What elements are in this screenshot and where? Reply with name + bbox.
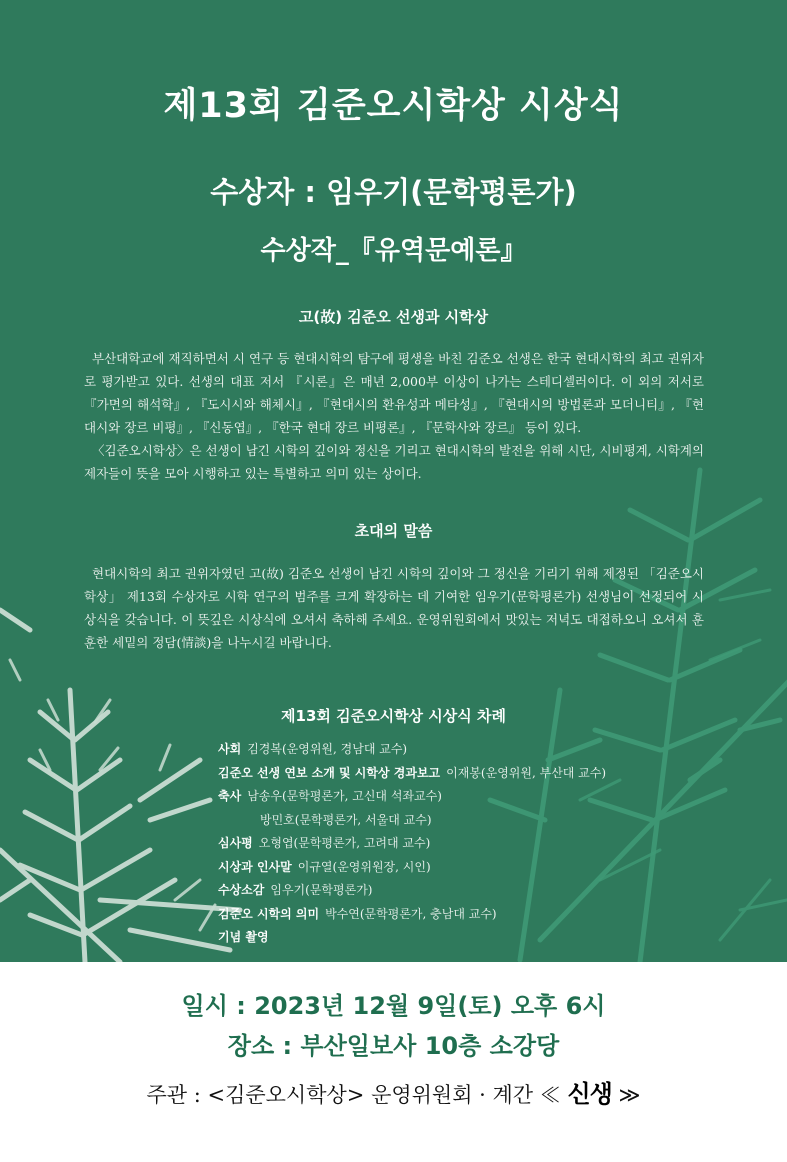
program-role: 김준오 시학의 의미 [218, 906, 320, 921]
program-item [218, 856, 738, 880]
winning-work: 수상작_『유역문예론』 [260, 236, 527, 266]
program-person: 임우기(문학평론가) [270, 883, 373, 897]
program-item [218, 832, 738, 856]
invitation-paragraph: 현대시학의 최고 권위자였던 고(故) 김준오 선생이 남긴 시학의 깊이와 그 정신을 기리기 위해 제정된 「김준오시학상」 제13회 수상자로 시학 연구의 범주를 크게 확장하는 데 기여한 임우기(문학평론가) 선생님이 선정되어 시상식을 갖습니다. 이 뜻깊은 시상식에 오셔서 축하해 주세요. 운영위원회에서 맛있는 저녁도 대접하오니 오셔서 훈훈한 세밑의 정담(情談)을 나누시길 바랍니다. [84, 566, 704, 650]
program-role: 기념 촬영 [218, 930, 269, 944]
program-item [218, 738, 738, 762]
program-role: 수상소감 [218, 883, 265, 897]
magazine-logo: 신생 [567, 1080, 612, 1108]
program-item [218, 762, 738, 786]
event-info-footer [0, 962, 787, 1162]
program-role: 축사 [218, 789, 242, 803]
program-person: 오형엽(문학평론가, 고려대 교수) [258, 836, 431, 850]
program-person: 남송우(문학평론가, 고신대 석좌교수) [247, 789, 442, 803]
invitation-text [84, 562, 704, 654]
event-location: 장소 : 부산일보사 10층 소강당 [227, 1032, 560, 1060]
program-role: 김준오 선생 연보 소개 및 시학상 경과보고 [218, 765, 441, 780]
event-datetime: 일시 : 2023년 12월 9일(토) 오후 6시 [181, 992, 606, 1020]
event-organizer [0, 1074, 787, 1109]
organizer-prefix: 주관 : <김준오시학상> 운영위원회 · 계간 ≪ [146, 1083, 561, 1107]
program-person: 이재봉(운영위원, 부산대 교수) [446, 765, 607, 780]
program-item [218, 879, 738, 903]
program-person: 박수연(문학평론가, 충남대 교수) [325, 906, 497, 921]
program-role: 시상과 인사말 [218, 859, 292, 874]
program-role: 사회 [218, 742, 242, 756]
program-item [218, 926, 738, 950]
program-item [218, 785, 738, 809]
organizer-suffix: ≫ [618, 1083, 641, 1107]
program-role: 심사평 [218, 836, 253, 850]
program-item [218, 809, 738, 833]
winner-name: 수상자 : 임우기(문학평론가) [210, 175, 577, 209]
program-person: 김경복(운영위원, 경남대 교수) [247, 742, 408, 756]
event-title: 제13회 김준오시학상 시상식 [163, 86, 624, 126]
section-heading-founder: 고(故) 김준오 선생과 시학상 [298, 308, 489, 326]
program-heading: 제13회 김준오시학상 시상식 차례 [281, 707, 506, 725]
founder-paragraph: 부산대학교에 재직하면서 시 연구 등 현대시학의 탐구에 평생을 바친 김준오 선생은 한국 현대시학의 최고 권위자로 평가받고 있다. 선생의 대표 저서 『시론』은 매년 2,000부 이상이 나가는 스테디셀러이다. 이 외의 저서로 『가면의 해석학』, 『도시시와 해체시』, 『현대시의 환유성과 메타성』, 『현대시의 방법론과 모더니티』, 『현대시와 장르 비평』, 『신동엽』, 『한국 현대 장르 비평론』, 『문학사와 장르』 등이 있다. [84, 351, 704, 435]
award-paragraph: 〈김준오시학상〉은 선생이 남긴 시학의 깊이와 정신을 기리고 현대시학의 발전을 위해 시단, 시비평계, 시학계의 제자들이 뜻을 모아 시행하고 있는 특별하고 의미 있는 상이다. [84, 443, 704, 481]
program-item [218, 903, 738, 927]
program-person: 이규열(운영위원장, 시인) [297, 859, 431, 874]
program-person: 방민호(문학평론가, 서울대 교수) [260, 812, 432, 827]
founder-description [84, 347, 704, 485]
section-heading-invitation: 초대의 말씀 [354, 522, 433, 540]
program-list [218, 738, 738, 950]
